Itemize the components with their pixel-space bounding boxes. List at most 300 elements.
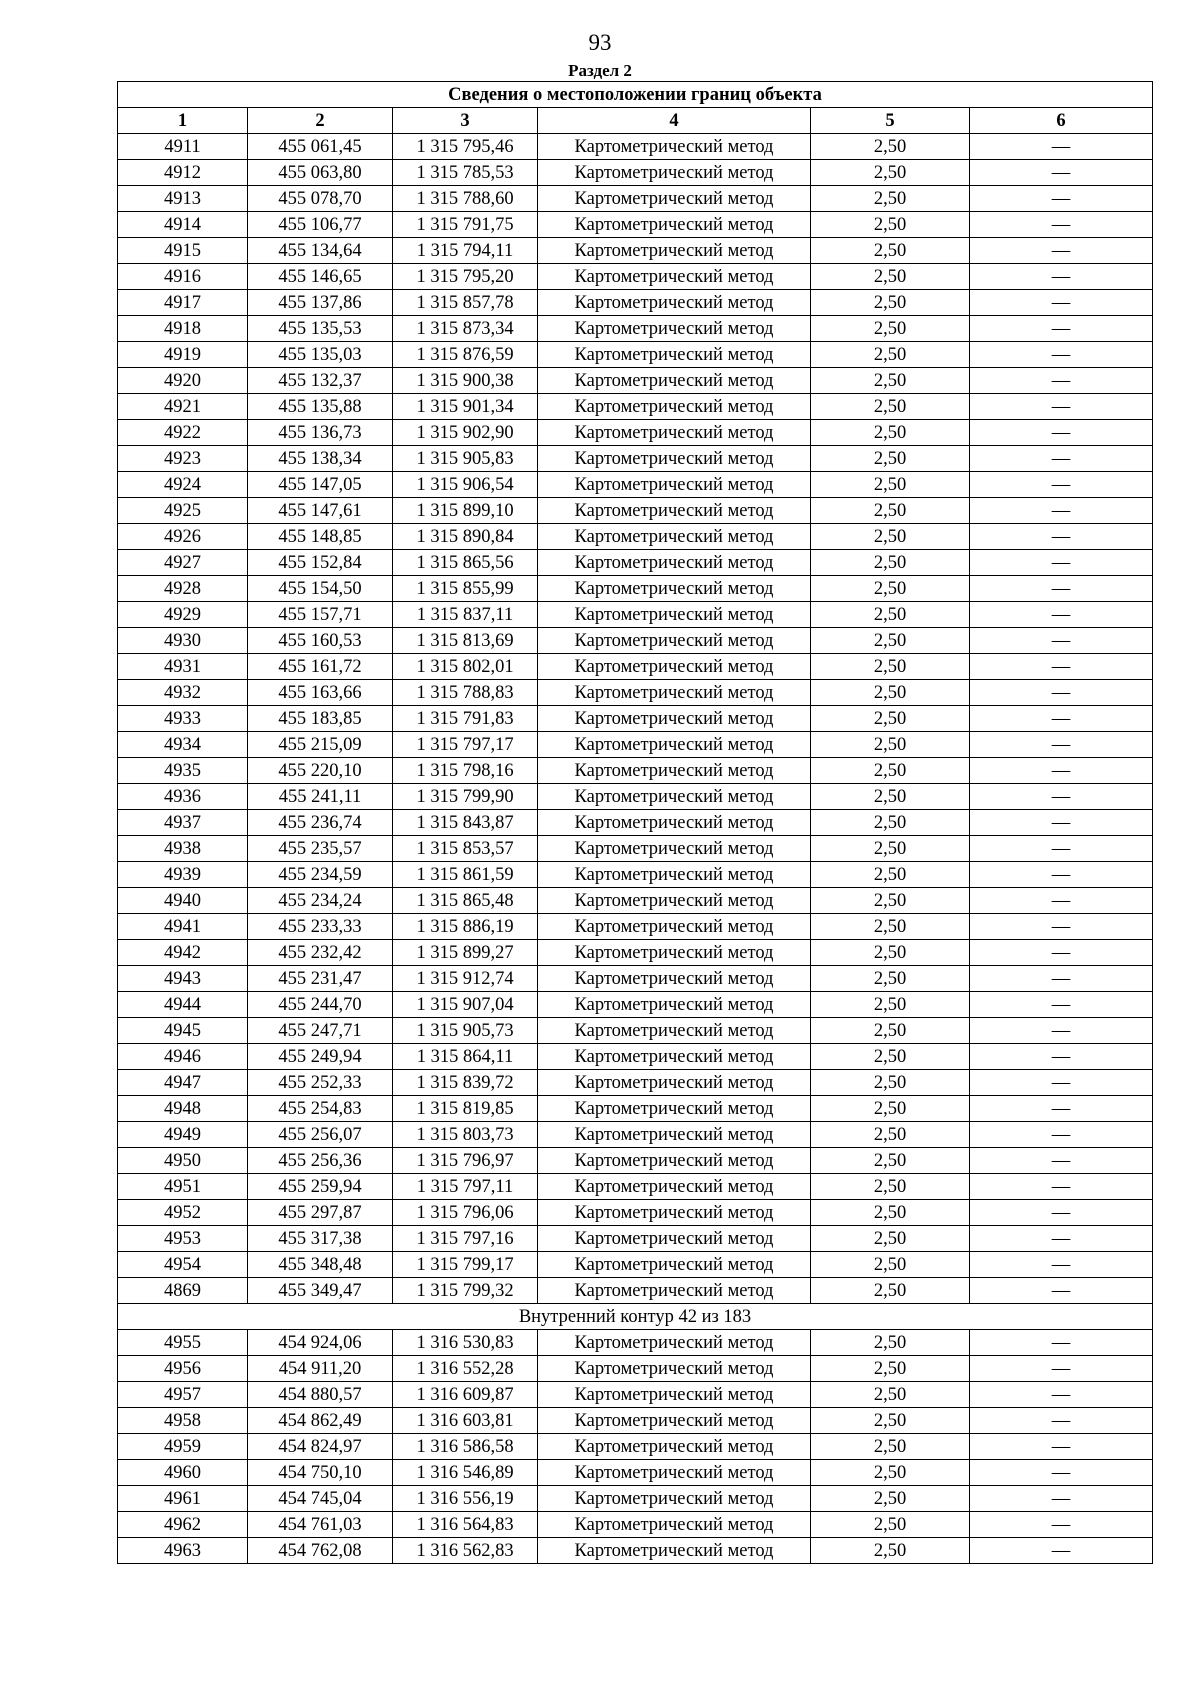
accuracy-cell: 2,50 xyxy=(811,888,970,914)
method-cell: Картометрический метод xyxy=(538,992,811,1018)
table-row xyxy=(118,160,1153,186)
method-cell: Картометрический метод xyxy=(538,446,811,472)
method-cell: Картометрический метод xyxy=(538,316,811,342)
method-cell: Картометрический метод xyxy=(538,1096,811,1122)
point-number-cell: 4932 xyxy=(118,680,248,706)
x-coordinate-cell: 455 161,72 xyxy=(248,654,393,680)
section-title: Раздел 2 xyxy=(568,61,632,80)
description-cell: — xyxy=(970,186,1153,212)
y-coordinate-cell: 1 315 864,11 xyxy=(393,1044,538,1070)
y-coordinate-cell: 1 315 900,38 xyxy=(393,368,538,394)
x-coordinate-cell: 455 163,66 xyxy=(248,680,393,706)
x-coordinate-cell: 455 134,64 xyxy=(248,238,393,264)
table-row xyxy=(118,550,1153,576)
description-cell: — xyxy=(970,1382,1153,1408)
y-coordinate-cell: 1 315 794,11 xyxy=(393,238,538,264)
accuracy-cell: 2,50 xyxy=(811,576,970,602)
method-cell: Картометрический метод xyxy=(538,1434,811,1460)
table-row xyxy=(118,914,1153,940)
accuracy-cell: 2,50 xyxy=(811,1408,970,1434)
method-cell: Картометрический метод xyxy=(538,1330,811,1356)
y-coordinate-cell: 1 315 797,11 xyxy=(393,1174,538,1200)
table-row xyxy=(118,1278,1153,1304)
accuracy-cell: 2,50 xyxy=(811,212,970,238)
table-row xyxy=(118,576,1153,602)
y-coordinate-cell: 1 315 890,84 xyxy=(393,524,538,550)
accuracy-cell: 2,50 xyxy=(811,992,970,1018)
table-body xyxy=(118,82,1153,1564)
y-coordinate-cell: 1 315 873,34 xyxy=(393,316,538,342)
y-coordinate-cell: 1 315 799,32 xyxy=(393,1278,538,1304)
method-cell: Картометрический метод xyxy=(538,264,811,290)
accuracy-cell: 2,50 xyxy=(811,1226,970,1252)
accuracy-cell: 2,50 xyxy=(811,186,970,212)
table-row xyxy=(118,316,1153,342)
accuracy-cell: 2,50 xyxy=(811,1200,970,1226)
point-number-cell: 4962 xyxy=(118,1512,248,1538)
description-cell: — xyxy=(970,342,1153,368)
description-cell: — xyxy=(970,472,1153,498)
point-number-cell: 4935 xyxy=(118,758,248,784)
accuracy-cell: 2,50 xyxy=(811,1122,970,1148)
method-cell: Картометрический метод xyxy=(538,1486,811,1512)
x-coordinate-cell: 455 297,87 xyxy=(248,1200,393,1226)
description-cell: — xyxy=(970,524,1153,550)
table-row xyxy=(118,368,1153,394)
y-coordinate-cell: 1 315 797,17 xyxy=(393,732,538,758)
description-cell: — xyxy=(970,1174,1153,1200)
accuracy-cell: 2,50 xyxy=(811,290,970,316)
accuracy-cell: 2,50 xyxy=(811,862,970,888)
boundary-coordinates-table xyxy=(117,81,1153,1564)
x-coordinate-cell: 454 750,10 xyxy=(248,1460,393,1486)
column-header: 2 xyxy=(248,108,393,134)
accuracy-cell: 2,50 xyxy=(811,1252,970,1278)
point-number-cell: 4916 xyxy=(118,264,248,290)
point-number-cell: 4923 xyxy=(118,446,248,472)
x-coordinate-cell: 455 254,83 xyxy=(248,1096,393,1122)
method-cell: Картометрический метод xyxy=(538,290,811,316)
y-coordinate-cell: 1 315 899,10 xyxy=(393,498,538,524)
description-cell: — xyxy=(970,394,1153,420)
description-cell: — xyxy=(970,316,1153,342)
x-coordinate-cell: 455 147,05 xyxy=(248,472,393,498)
x-coordinate-cell: 454 745,04 xyxy=(248,1486,393,1512)
description-cell: — xyxy=(970,368,1153,394)
method-cell: Картометрический метод xyxy=(538,1174,811,1200)
accuracy-cell: 2,50 xyxy=(811,732,970,758)
accuracy-cell: 2,50 xyxy=(811,1096,970,1122)
x-coordinate-cell: 454 911,20 xyxy=(248,1356,393,1382)
method-cell: Картометрический метод xyxy=(538,420,811,446)
table-row xyxy=(118,602,1153,628)
description-cell: — xyxy=(970,1278,1153,1304)
point-number-cell: 4927 xyxy=(118,550,248,576)
description-cell: — xyxy=(970,1044,1153,1070)
x-coordinate-cell: 455 152,84 xyxy=(248,550,393,576)
table-row xyxy=(118,1252,1153,1278)
table-row xyxy=(118,1148,1153,1174)
accuracy-cell: 2,50 xyxy=(811,680,970,706)
y-coordinate-cell: 1 315 905,73 xyxy=(393,1018,538,1044)
point-number-cell: 4959 xyxy=(118,1434,248,1460)
method-cell: Картометрический метод xyxy=(538,836,811,862)
accuracy-cell: 2,50 xyxy=(811,1486,970,1512)
method-cell: Картометрический метод xyxy=(538,784,811,810)
description-cell: — xyxy=(970,290,1153,316)
y-coordinate-cell: 1 315 795,46 xyxy=(393,134,538,160)
table-row xyxy=(118,1460,1153,1486)
description-cell: — xyxy=(970,680,1153,706)
table-caption-row xyxy=(118,82,1153,108)
y-coordinate-cell: 1 315 788,83 xyxy=(393,680,538,706)
method-cell: Картометрический метод xyxy=(538,550,811,576)
y-coordinate-cell: 1 315 803,73 xyxy=(393,1122,538,1148)
point-number-cell: 4929 xyxy=(118,602,248,628)
point-number-cell: 4947 xyxy=(118,1070,248,1096)
x-coordinate-cell: 455 234,24 xyxy=(248,888,393,914)
y-coordinate-cell: 1 315 839,72 xyxy=(393,1070,538,1096)
point-number-cell: 4939 xyxy=(118,862,248,888)
table-row xyxy=(118,1538,1153,1564)
point-number-cell: 4960 xyxy=(118,1460,248,1486)
description-cell: — xyxy=(970,992,1153,1018)
point-number-cell: 4952 xyxy=(118,1200,248,1226)
table-row xyxy=(118,134,1153,160)
accuracy-cell: 2,50 xyxy=(811,654,970,680)
accuracy-cell: 2,50 xyxy=(811,342,970,368)
x-coordinate-cell: 454 862,49 xyxy=(248,1408,393,1434)
table-row xyxy=(118,394,1153,420)
table-row xyxy=(118,732,1153,758)
accuracy-cell: 2,50 xyxy=(811,134,970,160)
accuracy-cell: 2,50 xyxy=(811,1044,970,1070)
description-cell: — xyxy=(970,810,1153,836)
y-coordinate-cell: 1 315 905,83 xyxy=(393,446,538,472)
method-cell: Картометрический метод xyxy=(538,862,811,888)
x-coordinate-cell: 455 147,61 xyxy=(248,498,393,524)
x-coordinate-cell: 455 256,07 xyxy=(248,1122,393,1148)
x-coordinate-cell: 455 183,85 xyxy=(248,706,393,732)
method-cell: Картометрический метод xyxy=(538,238,811,264)
table-caption: Сведения о местоположении границ объекта xyxy=(118,82,1153,108)
y-coordinate-cell: 1 316 564,83 xyxy=(393,1512,538,1538)
accuracy-cell: 2,50 xyxy=(811,472,970,498)
point-number-cell: 4869 xyxy=(118,1278,248,1304)
y-coordinate-cell: 1 315 819,85 xyxy=(393,1096,538,1122)
table-row xyxy=(118,654,1153,680)
table-row xyxy=(118,1070,1153,1096)
point-number-cell: 4948 xyxy=(118,1096,248,1122)
y-coordinate-cell: 1 315 853,57 xyxy=(393,836,538,862)
x-coordinate-cell: 455 247,71 xyxy=(248,1018,393,1044)
x-coordinate-cell: 455 154,50 xyxy=(248,576,393,602)
accuracy-cell: 2,50 xyxy=(811,706,970,732)
description-cell: — xyxy=(970,862,1153,888)
x-coordinate-cell: 455 241,11 xyxy=(248,784,393,810)
table-row xyxy=(118,1382,1153,1408)
x-coordinate-cell: 455 078,70 xyxy=(248,186,393,212)
accuracy-cell: 2,50 xyxy=(811,940,970,966)
y-coordinate-cell: 1 316 552,28 xyxy=(393,1356,538,1382)
x-coordinate-cell: 455 236,74 xyxy=(248,810,393,836)
accuracy-cell: 2,50 xyxy=(811,264,970,290)
y-coordinate-cell: 1 315 837,11 xyxy=(393,602,538,628)
description-cell: — xyxy=(970,1512,1153,1538)
method-cell: Картометрический метод xyxy=(538,680,811,706)
table-row xyxy=(118,784,1153,810)
contour-label: Внутренний контур 42 из 183 xyxy=(118,1304,1153,1330)
y-coordinate-cell: 1 315 912,74 xyxy=(393,966,538,992)
method-cell: Картометрический метод xyxy=(538,186,811,212)
method-cell: Картометрический метод xyxy=(538,1382,811,1408)
point-number-cell: 4919 xyxy=(118,342,248,368)
point-number-cell: 4957 xyxy=(118,1382,248,1408)
point-number-cell: 4951 xyxy=(118,1174,248,1200)
x-coordinate-cell: 455 132,37 xyxy=(248,368,393,394)
method-cell: Картометрический метод xyxy=(538,524,811,550)
x-coordinate-cell: 455 220,10 xyxy=(248,758,393,784)
table-row xyxy=(118,628,1153,654)
y-coordinate-cell: 1 315 865,48 xyxy=(393,888,538,914)
accuracy-cell: 2,50 xyxy=(811,1330,970,1356)
point-number-cell: 4928 xyxy=(118,576,248,602)
y-coordinate-cell: 1 316 530,83 xyxy=(393,1330,538,1356)
x-coordinate-cell: 455 215,09 xyxy=(248,732,393,758)
x-coordinate-cell: 455 160,53 xyxy=(248,628,393,654)
point-number-cell: 4949 xyxy=(118,1122,248,1148)
table-row xyxy=(118,472,1153,498)
description-cell: — xyxy=(970,238,1153,264)
table-row xyxy=(118,862,1153,888)
method-cell: Картометрический метод xyxy=(538,342,811,368)
method-cell: Картометрический метод xyxy=(538,966,811,992)
table-row xyxy=(118,1018,1153,1044)
table-row xyxy=(118,420,1153,446)
description-cell: — xyxy=(970,1408,1153,1434)
y-coordinate-cell: 1 315 855,99 xyxy=(393,576,538,602)
method-cell: Картометрический метод xyxy=(538,1044,811,1070)
description-cell: — xyxy=(970,212,1153,238)
method-cell: Картометрический метод xyxy=(538,1122,811,1148)
method-cell: Картометрический метод xyxy=(538,888,811,914)
x-coordinate-cell: 455 135,88 xyxy=(248,394,393,420)
method-cell: Картометрический метод xyxy=(538,1252,811,1278)
table-row xyxy=(118,1096,1153,1122)
accuracy-cell: 2,50 xyxy=(811,1148,970,1174)
description-cell: — xyxy=(970,836,1153,862)
y-coordinate-cell: 1 315 857,78 xyxy=(393,290,538,316)
point-number-cell: 4930 xyxy=(118,628,248,654)
method-cell: Картометрический метод xyxy=(538,576,811,602)
x-coordinate-cell: 455 349,47 xyxy=(248,1278,393,1304)
method-cell: Картометрический метод xyxy=(538,1460,811,1486)
description-cell: — xyxy=(970,732,1153,758)
accuracy-cell: 2,50 xyxy=(811,238,970,264)
point-number-cell: 4912 xyxy=(118,160,248,186)
table-row xyxy=(118,1486,1153,1512)
description-cell: — xyxy=(970,602,1153,628)
accuracy-cell: 2,50 xyxy=(811,1382,970,1408)
page-number: 93 xyxy=(588,30,612,55)
x-coordinate-cell: 455 061,45 xyxy=(248,134,393,160)
contour-label-row xyxy=(118,1304,1153,1330)
description-cell: — xyxy=(970,550,1153,576)
table-row xyxy=(118,1200,1153,1226)
accuracy-cell: 2,50 xyxy=(811,524,970,550)
accuracy-cell: 2,50 xyxy=(811,368,970,394)
description-cell: — xyxy=(970,940,1153,966)
point-number-cell: 4921 xyxy=(118,394,248,420)
method-cell: Картометрический метод xyxy=(538,498,811,524)
point-number-cell: 4955 xyxy=(118,1330,248,1356)
accuracy-cell: 2,50 xyxy=(811,316,970,342)
method-cell: Картометрический метод xyxy=(538,706,811,732)
accuracy-cell: 2,50 xyxy=(811,1460,970,1486)
x-coordinate-cell: 454 824,97 xyxy=(248,1434,393,1460)
accuracy-cell: 2,50 xyxy=(811,628,970,654)
x-coordinate-cell: 455 135,03 xyxy=(248,342,393,368)
method-cell: Картометрический метод xyxy=(538,1356,811,1382)
table-row xyxy=(118,940,1153,966)
point-number-cell: 4922 xyxy=(118,420,248,446)
accuracy-cell: 2,50 xyxy=(811,1278,970,1304)
method-cell: Картометрический метод xyxy=(538,1538,811,1564)
description-cell: — xyxy=(970,1460,1153,1486)
description-cell: — xyxy=(970,498,1153,524)
y-coordinate-cell: 1 315 799,17 xyxy=(393,1252,538,1278)
x-coordinate-cell: 455 249,94 xyxy=(248,1044,393,1070)
y-coordinate-cell: 1 315 799,90 xyxy=(393,784,538,810)
x-coordinate-cell: 455 256,36 xyxy=(248,1148,393,1174)
point-number-cell: 4931 xyxy=(118,654,248,680)
point-number-cell: 4956 xyxy=(118,1356,248,1382)
table-row xyxy=(118,966,1153,992)
point-number-cell: 4950 xyxy=(118,1148,248,1174)
method-cell: Картометрический метод xyxy=(538,914,811,940)
point-number-cell: 4953 xyxy=(118,1226,248,1252)
point-number-cell: 4926 xyxy=(118,524,248,550)
y-coordinate-cell: 1 315 865,56 xyxy=(393,550,538,576)
description-cell: — xyxy=(970,1226,1153,1252)
accuracy-cell: 2,50 xyxy=(811,602,970,628)
description-cell: — xyxy=(970,134,1153,160)
y-coordinate-cell: 1 315 802,01 xyxy=(393,654,538,680)
method-cell: Картометрический метод xyxy=(538,628,811,654)
table-row xyxy=(118,524,1153,550)
y-coordinate-cell: 1 316 603,81 xyxy=(393,1408,538,1434)
table-row xyxy=(118,1330,1153,1356)
point-number-cell: 4945 xyxy=(118,1018,248,1044)
x-coordinate-cell: 455 137,86 xyxy=(248,290,393,316)
accuracy-cell: 2,50 xyxy=(811,758,970,784)
accuracy-cell: 2,50 xyxy=(811,914,970,940)
accuracy-cell: 2,50 xyxy=(811,160,970,186)
method-cell: Картометрический метод xyxy=(538,732,811,758)
point-number-cell: 4925 xyxy=(118,498,248,524)
y-coordinate-cell: 1 315 797,16 xyxy=(393,1226,538,1252)
method-cell: Картометрический метод xyxy=(538,472,811,498)
y-coordinate-cell: 1 315 791,83 xyxy=(393,706,538,732)
description-cell: — xyxy=(970,1330,1153,1356)
method-cell: Картометрический метод xyxy=(538,212,811,238)
y-coordinate-cell: 1 315 813,69 xyxy=(393,628,538,654)
x-coordinate-cell: 455 252,33 xyxy=(248,1070,393,1096)
y-coordinate-cell: 1 315 901,34 xyxy=(393,394,538,420)
method-cell: Картометрический метод xyxy=(538,1226,811,1252)
table-row xyxy=(118,1174,1153,1200)
description-cell: — xyxy=(970,160,1153,186)
method-cell: Картометрический метод xyxy=(538,1512,811,1538)
y-coordinate-cell: 1 315 798,16 xyxy=(393,758,538,784)
accuracy-cell: 2,50 xyxy=(811,394,970,420)
accuracy-cell: 2,50 xyxy=(811,446,970,472)
method-cell: Картометрический метод xyxy=(538,1278,811,1304)
x-coordinate-cell: 454 762,08 xyxy=(248,1538,393,1564)
point-number-cell: 4913 xyxy=(118,186,248,212)
y-coordinate-cell: 1 315 902,90 xyxy=(393,420,538,446)
x-coordinate-cell: 455 157,71 xyxy=(248,602,393,628)
table-row xyxy=(118,498,1153,524)
accuracy-cell: 2,50 xyxy=(811,1174,970,1200)
point-number-cell: 4924 xyxy=(118,472,248,498)
method-cell: Картометрический метод xyxy=(538,1148,811,1174)
description-cell: — xyxy=(970,446,1153,472)
table-row xyxy=(118,264,1153,290)
y-coordinate-cell: 1 315 907,04 xyxy=(393,992,538,1018)
accuracy-cell: 2,50 xyxy=(811,550,970,576)
point-number-cell: 4936 xyxy=(118,784,248,810)
description-cell: — xyxy=(970,654,1153,680)
accuracy-cell: 2,50 xyxy=(811,1538,970,1564)
point-number-cell: 4933 xyxy=(118,706,248,732)
table-row xyxy=(118,1226,1153,1252)
point-number-cell: 4914 xyxy=(118,212,248,238)
x-coordinate-cell: 455 148,85 xyxy=(248,524,393,550)
table-row xyxy=(118,342,1153,368)
table-row xyxy=(118,836,1153,862)
x-coordinate-cell: 455 259,94 xyxy=(248,1174,393,1200)
column-header: 5 xyxy=(811,108,970,134)
description-cell: — xyxy=(970,420,1153,446)
x-coordinate-cell: 454 880,57 xyxy=(248,1382,393,1408)
description-cell: — xyxy=(970,1148,1153,1174)
table-row xyxy=(118,446,1153,472)
table-row xyxy=(118,992,1153,1018)
x-coordinate-cell: 455 135,53 xyxy=(248,316,393,342)
x-coordinate-cell: 455 232,42 xyxy=(248,940,393,966)
description-cell: — xyxy=(970,1200,1153,1226)
accuracy-cell: 2,50 xyxy=(811,1512,970,1538)
x-coordinate-cell: 455 106,77 xyxy=(248,212,393,238)
table-row xyxy=(118,810,1153,836)
column-header: 4 xyxy=(538,108,811,134)
description-cell: — xyxy=(970,1252,1153,1278)
description-cell: — xyxy=(970,1122,1153,1148)
column-header: 6 xyxy=(970,108,1153,134)
point-number-cell: 4944 xyxy=(118,992,248,1018)
column-header-row xyxy=(118,108,1153,134)
column-header: 1 xyxy=(118,108,248,134)
y-coordinate-cell: 1 315 788,60 xyxy=(393,186,538,212)
point-number-cell: 4963 xyxy=(118,1538,248,1564)
x-coordinate-cell: 455 317,38 xyxy=(248,1226,393,1252)
y-coordinate-cell: 1 316 609,87 xyxy=(393,1382,538,1408)
accuracy-cell: 2,50 xyxy=(811,1070,970,1096)
method-cell: Картометрический метод xyxy=(538,134,811,160)
x-coordinate-cell: 455 146,65 xyxy=(248,264,393,290)
table-row xyxy=(118,238,1153,264)
